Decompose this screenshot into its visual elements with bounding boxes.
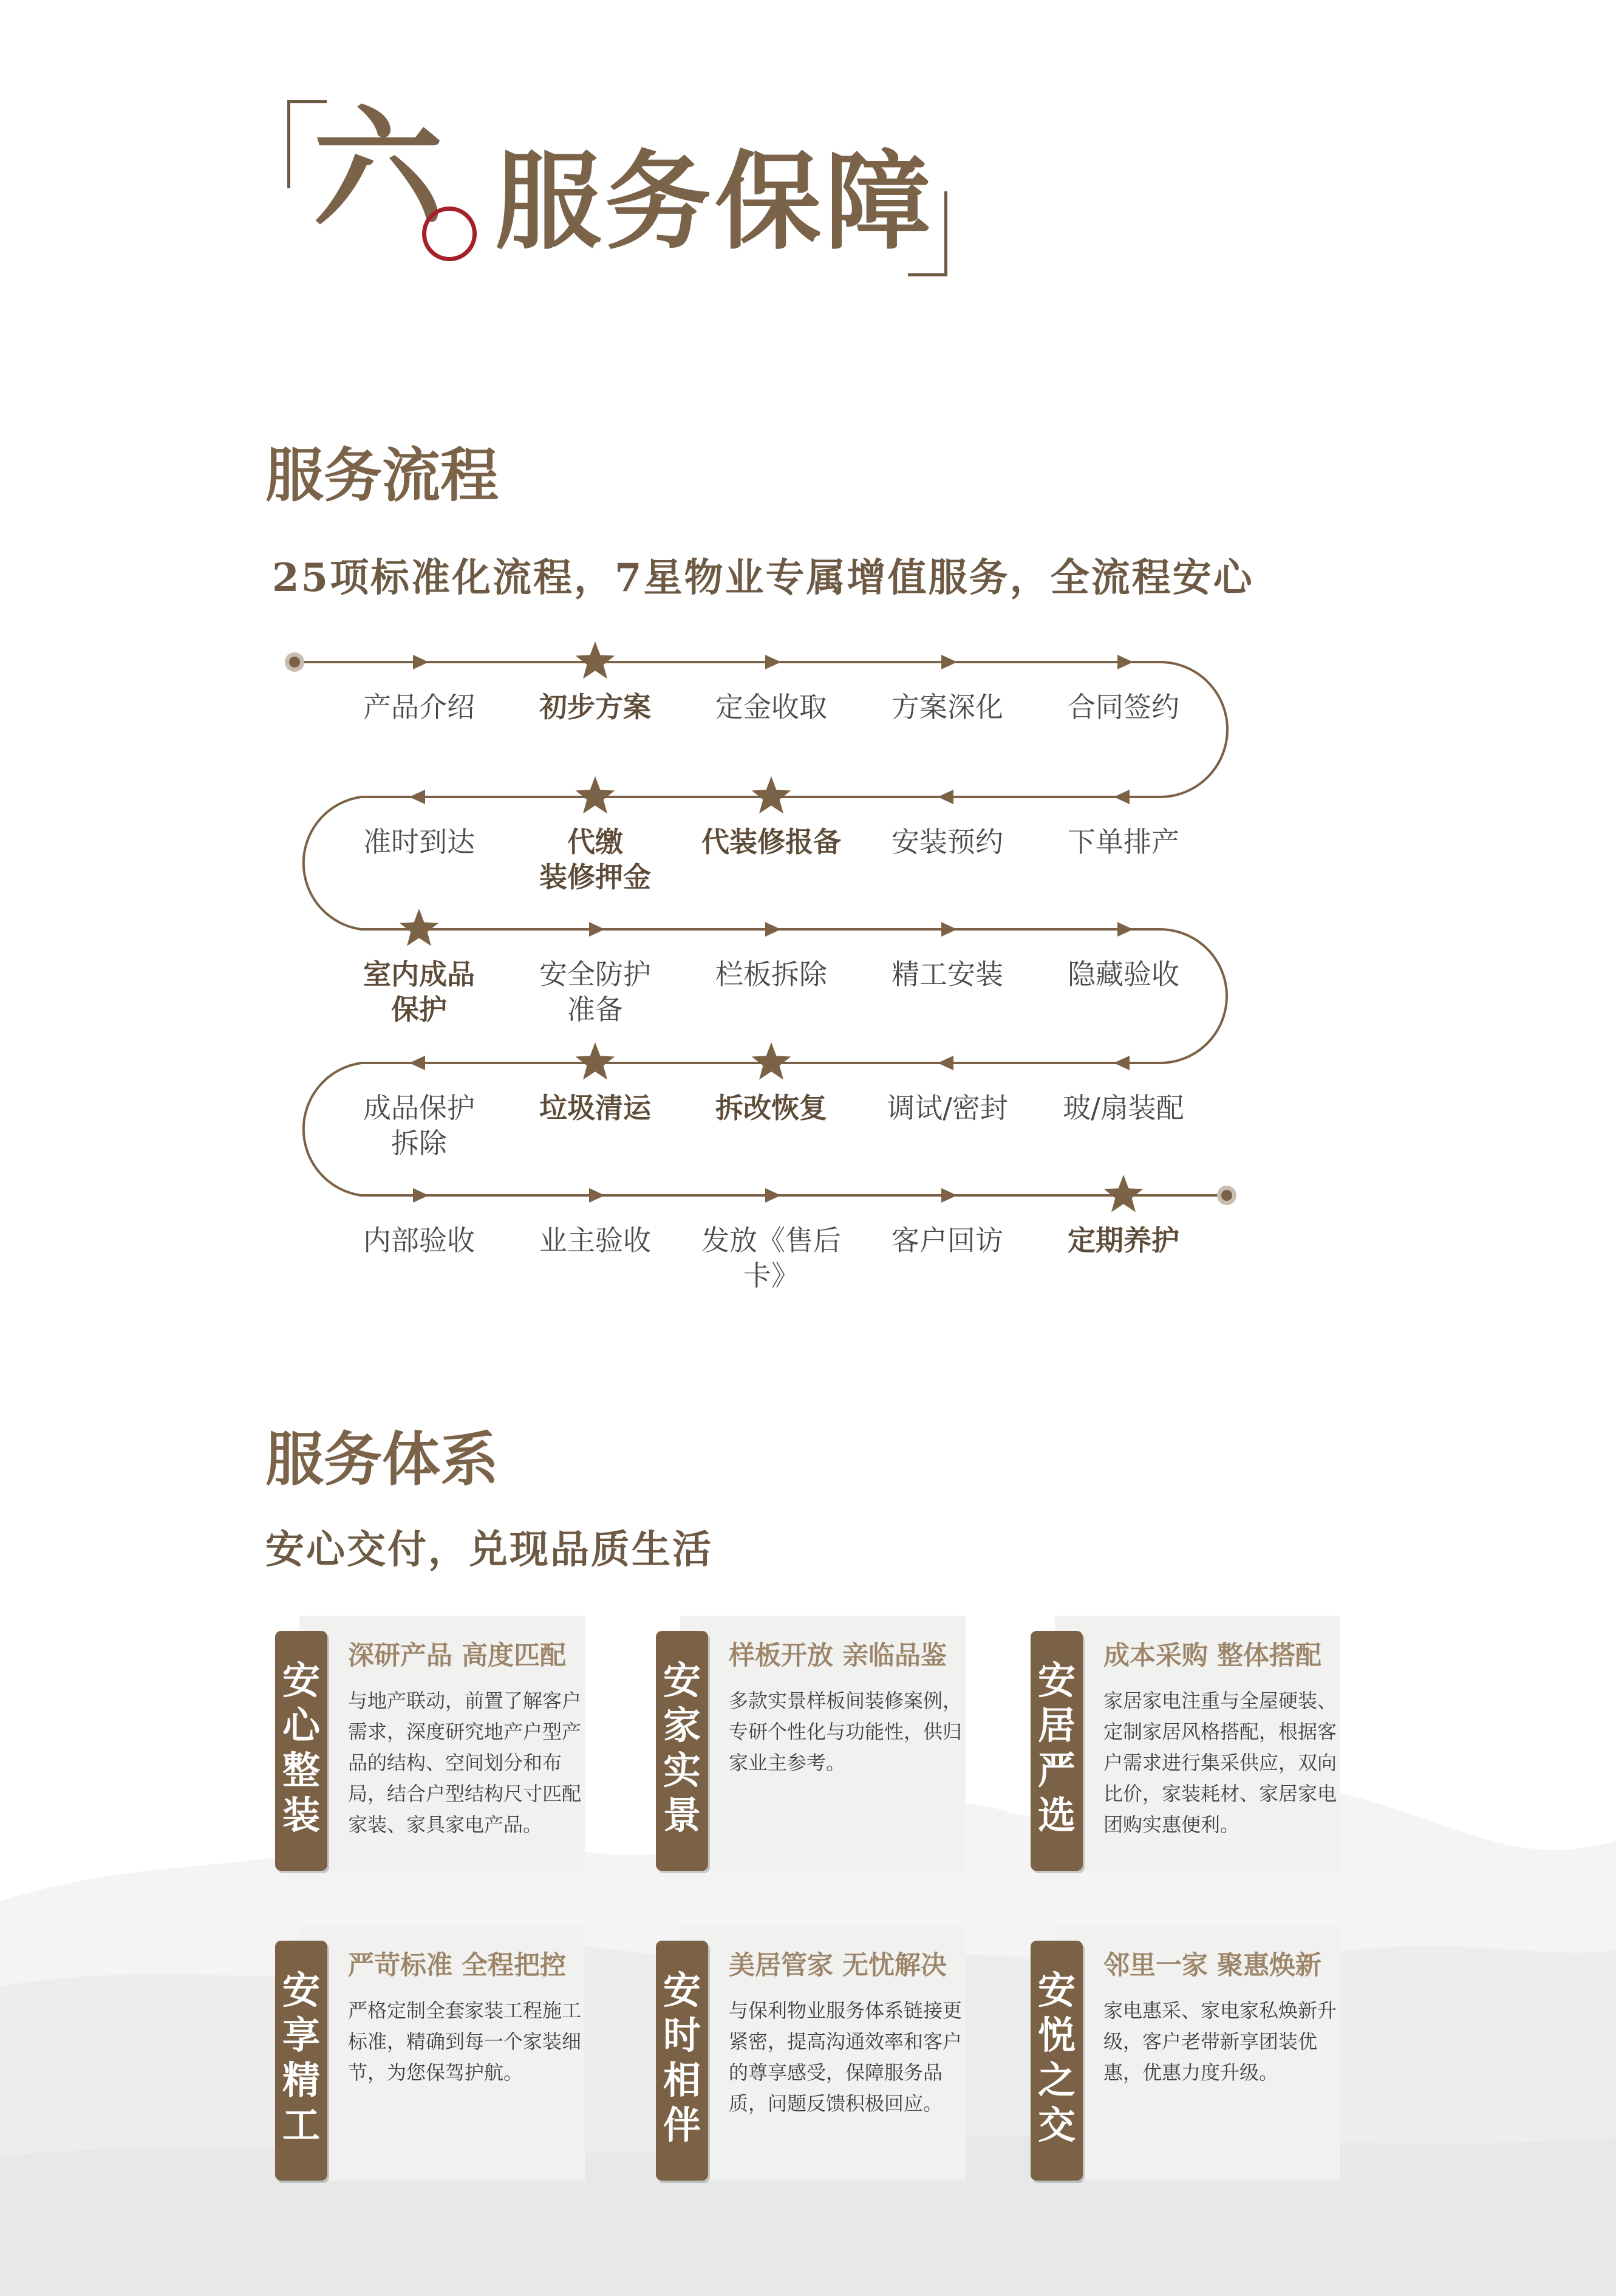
process-step: 玻/扇装配 bbox=[1063, 1092, 1184, 1124]
process-step: 成品保护 拆除 bbox=[363, 1092, 475, 1160]
process-step: 隐藏验收 bbox=[1068, 958, 1179, 991]
process-step: 定金收取 bbox=[715, 691, 827, 723]
process-step: 代装修报备 bbox=[701, 825, 841, 858]
process-step: 客户回访 bbox=[892, 1224, 1003, 1257]
title-bracket-right bbox=[908, 191, 947, 276]
service-card-body: 家居家电注重与全屋硬装、定制家居风格搭配，根据客户需求进行集采供应，双向比价，家装耗材、家居家电团购实惠便利。 bbox=[1103, 1689, 1337, 1836]
process-step: 精工安装 bbox=[892, 958, 1003, 991]
flow-arrow-icon bbox=[941, 655, 957, 669]
flow-arrow-icon bbox=[941, 1188, 957, 1203]
flow-start-dot-core bbox=[289, 657, 300, 668]
service-card-title: 严苛标准 全程把控 bbox=[348, 1950, 566, 1981]
flow-arrow-icon bbox=[941, 922, 957, 937]
red-circle-ornament bbox=[422, 207, 477, 261]
process-step: 产品介绍 bbox=[363, 691, 475, 723]
service-card-tab bbox=[275, 1631, 327, 1871]
system-subtitle: 安心交付，兑现品质生活 bbox=[265, 1527, 713, 1573]
flow-end-dot-core bbox=[1221, 1190, 1232, 1201]
service-card-title: 样板开放 亲临品鉴 bbox=[729, 1641, 947, 1671]
process-step: 业主验收 bbox=[539, 1224, 651, 1257]
page-title: 服务保障 bbox=[495, 140, 935, 264]
process-step: 垃圾清运 bbox=[539, 1092, 651, 1124]
service-card-tab-label: 安 心 整 装 bbox=[282, 1658, 320, 1837]
process-step: 安全防护 准备 bbox=[539, 958, 651, 1026]
flow-arrow-icon bbox=[413, 1188, 429, 1203]
process-subtitle: 25项标准化流程，7星物业专属增值服务，全流程安心 bbox=[272, 555, 1254, 601]
service-card-tab-label: 安 悦 之 交 bbox=[1037, 1968, 1076, 2147]
system-title: 服务体系 bbox=[265, 1425, 499, 1494]
flow-arrow-icon bbox=[765, 655, 781, 669]
flow-arrow-icon bbox=[409, 1056, 425, 1070]
flow-arrow-icon bbox=[765, 922, 781, 937]
process-step: 内部验收 bbox=[363, 1224, 475, 1257]
flow-arrow-icon bbox=[589, 1188, 605, 1203]
service-card-body: 严格定制全套家装工程施工标准，精确到每一个家装细节，为您保驾护航。 bbox=[348, 1999, 582, 2084]
service-card-tab-label: 安 居 严 选 bbox=[1037, 1658, 1076, 1837]
service-card-title: 美居管家 无忧解决 bbox=[729, 1950, 947, 1981]
process-step: 合同签约 bbox=[1068, 691, 1179, 723]
process-step: 栏板拆除 bbox=[715, 958, 827, 991]
milestone-star-icon bbox=[576, 776, 615, 814]
milestone-star-icon bbox=[576, 1042, 615, 1080]
process-step: 发放《售后卡》 bbox=[701, 1224, 841, 1292]
flow-arrow-icon bbox=[413, 655, 429, 669]
process-step: 室内成品 保护 bbox=[363, 958, 475, 1026]
process-step: 初步方案 bbox=[539, 691, 651, 723]
process-step: 下单排产 bbox=[1068, 825, 1179, 858]
flow-arrow-icon bbox=[1114, 790, 1130, 804]
service-card-title: 深研产品 高度匹配 bbox=[348, 1641, 566, 1671]
process-step: 调试/密封 bbox=[887, 1092, 1008, 1124]
flow-arrow-icon bbox=[1114, 1056, 1130, 1070]
process-step: 方案深化 bbox=[892, 691, 1003, 723]
service-card-tab-label: 安 时 相 伴 bbox=[663, 1968, 701, 2147]
service-card-tab-label: 安 享 精 工 bbox=[282, 1968, 320, 2147]
flow-arrow-icon bbox=[765, 1188, 781, 1203]
process-step: 安装预约 bbox=[892, 825, 1003, 858]
milestone-star-icon bbox=[752, 776, 791, 814]
flow-arrow-icon bbox=[409, 790, 425, 804]
section-number: 六 bbox=[313, 92, 443, 245]
service-card-body: 多款实景样板间装修案例，专研个性化与功能性，供归家业主参考。 bbox=[729, 1689, 963, 1774]
service-card-title: 邻里一家 聚惠焕新 bbox=[1103, 1950, 1321, 1981]
service-card-tab-label: 安 家 实 景 bbox=[663, 1658, 701, 1837]
milestone-star-icon bbox=[752, 1042, 791, 1080]
milestone-star-icon bbox=[400, 909, 439, 946]
flow-arrow-icon bbox=[1117, 655, 1133, 669]
process-step: 准时到达 bbox=[363, 825, 475, 858]
service-card-tab bbox=[275, 1941, 327, 2181]
process-step: 拆改恢复 bbox=[715, 1092, 827, 1124]
flow-arrow-icon bbox=[1117, 922, 1133, 937]
flow-arrow-icon bbox=[938, 790, 953, 804]
service-card-tab bbox=[656, 1941, 708, 2181]
process-flow bbox=[0, 607, 1616, 1306]
service-card-body: 与保利物业服务体系链接更紧密，提高沟通效率和客户的尊享感受，保障服务品质，问题反馈积极回应。 bbox=[729, 1999, 963, 2115]
process-step: 代缴 装修押金 bbox=[539, 825, 651, 893]
process-step: 定期养护 bbox=[1068, 1224, 1179, 1257]
service-card-title: 成本采购 整体搭配 bbox=[1103, 1641, 1321, 1671]
flow-arrow-icon bbox=[589, 922, 605, 937]
milestone-star-icon bbox=[576, 641, 615, 679]
service-card-tab bbox=[656, 1631, 708, 1871]
service-card-tab bbox=[1031, 1941, 1083, 2181]
process-title: 服务流程 bbox=[265, 441, 499, 510]
flow-arrow-icon bbox=[938, 1056, 953, 1070]
service-card-body: 与地产联动，前置了解客户需求，深度研究地产户型产品的结构、空间划分和布局，结合户型结构尺寸匹配家装、家具家电产品。 bbox=[348, 1689, 582, 1836]
milestone-star-icon bbox=[1104, 1175, 1144, 1212]
service-card-tab bbox=[1031, 1631, 1083, 1871]
service-card-body: 家电惠采、家电家私焕新升级，客户老带新享团装优惠，优惠力度升级。 bbox=[1103, 1999, 1337, 2084]
